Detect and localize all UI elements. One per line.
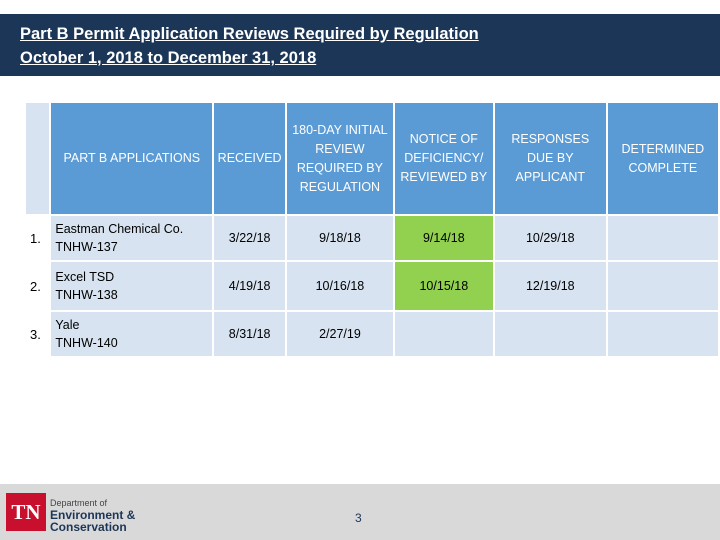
table-row [26, 216, 718, 260]
table-row [26, 312, 718, 356]
review-date: 10/16/18 [287, 262, 393, 310]
applicant-name: Eastman Chemical Co. [55, 222, 184, 236]
department-label: Department of [50, 498, 108, 508]
row-number: 1. [26, 216, 49, 260]
received-date: 3/22/18 [214, 216, 285, 260]
responses-date [495, 312, 606, 356]
row-number: 2. [26, 262, 49, 310]
header-received: RECEIVED [214, 103, 285, 214]
row-number: 3. [26, 312, 49, 356]
table-row [26, 262, 718, 310]
review-date: 9/18/18 [287, 216, 393, 260]
notice-date: 10/15/18 [395, 262, 493, 310]
notice-date [395, 312, 493, 356]
department-name [50, 497, 135, 533]
determined-date [608, 262, 718, 310]
responses-date: 10/29/18 [495, 216, 606, 260]
permit-id: TNHW-140 [55, 336, 118, 350]
header-notice-of-deficiency: NOTICE OF DEFICIENCY/ REVIEWED BY [395, 103, 493, 214]
reviews-table [24, 101, 720, 358]
application-name [51, 216, 212, 260]
determined-date [608, 312, 718, 356]
applicant-name: Yale [55, 318, 80, 332]
org-line-1: Environment & [50, 508, 136, 522]
responses-date: 12/19/18 [495, 262, 606, 310]
page-number: 3 [355, 511, 362, 525]
corner-cell [26, 103, 49, 214]
application-name [51, 262, 212, 310]
review-date: 2/27/19 [287, 312, 393, 356]
header-applications: PART B APPLICATIONS [51, 103, 212, 214]
applicant-name: Excel TSD [55, 270, 115, 284]
title-bar [0, 14, 720, 76]
permit-id: TNHW-137 [55, 240, 118, 254]
permit-id: TNHW-138 [55, 288, 118, 302]
notice-date: 9/14/18 [395, 216, 493, 260]
org-line-2: Conservation [50, 520, 127, 534]
received-date: 4/19/18 [214, 262, 285, 310]
header-180-day-review: 180-DAY INITIAL REVIEW REQUIRED BY REGULATION [287, 103, 393, 214]
determined-date [608, 216, 718, 260]
received-date: 8/31/18 [214, 312, 285, 356]
application-name [51, 312, 212, 356]
header-row [26, 103, 718, 214]
tn-logo-icon: TN [6, 493, 46, 531]
header-determined-complete: DETERMINED COMPLETE [608, 103, 718, 214]
header-responses-due: RESPONSES DUE BY APPLICANT [495, 103, 606, 214]
page-title: Part B Permit Application Reviews Required by Regulation [20, 25, 479, 43]
page-subtitle: October 1, 2018 to December 31, 2018 [20, 49, 317, 67]
